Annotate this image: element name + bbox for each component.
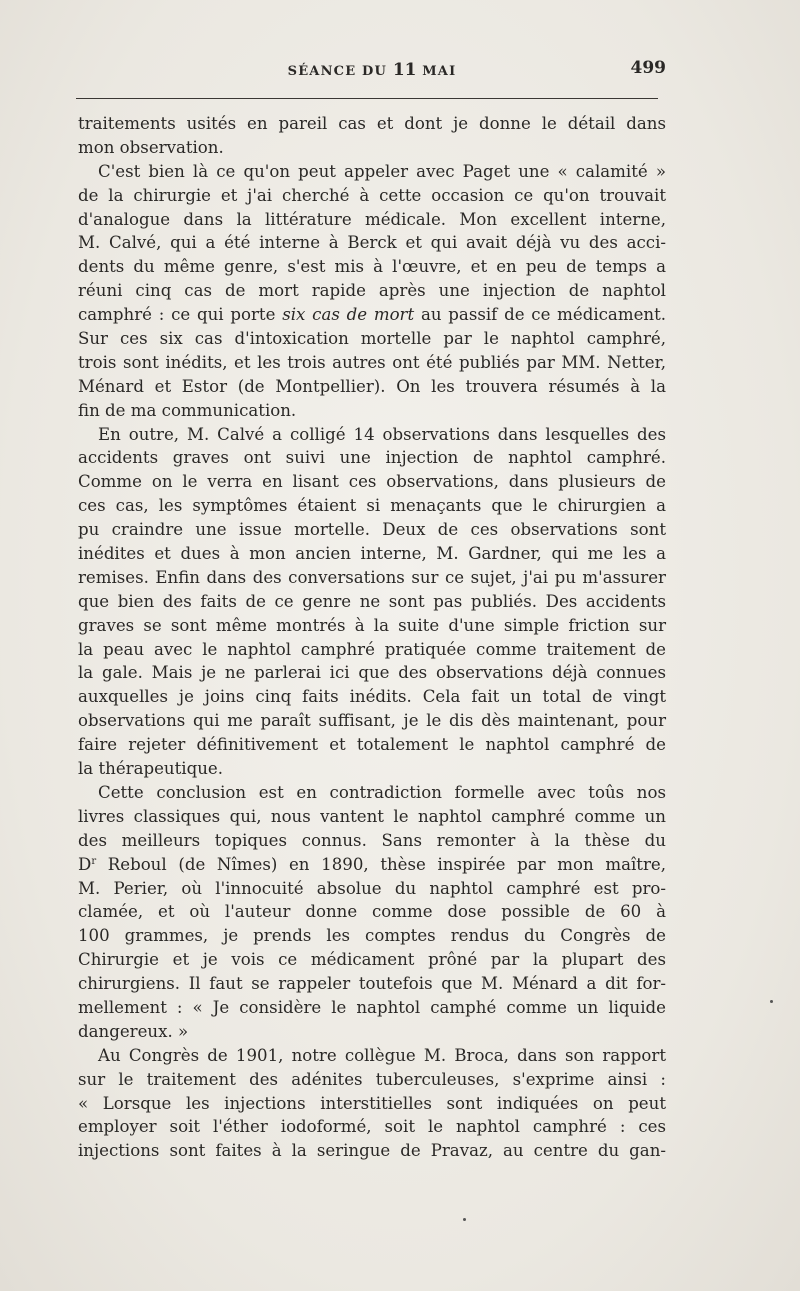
text-line: chirurgiens. Il faut se rappeler toutefois que M. Ménard a dit for-: [78, 974, 666, 994]
text-segment: D: [78, 854, 92, 874]
text-segment: au passif de ce médicament.: [420, 305, 667, 325]
running-head-suffix: MAI: [422, 64, 457, 79]
text-line: dents du même genre, s'est mis à l'œuvre, et en peu de temps a: [78, 257, 666, 277]
text-line: Ménard et Estor (de Montpellier). On les trouvera résumés à la: [78, 376, 666, 396]
text-line: de la chirurgie et j'ai cherché à cette occasion ce qu'on trouvait: [78, 185, 666, 205]
superscript: r: [91, 855, 97, 867]
text-line: graves se sont même montrés à la suite d'une simple friction sur: [78, 615, 666, 635]
print-speck: [770, 1000, 773, 1003]
text-line: faire rejeter définitivement et totalement le naphtol camphré de: [78, 735, 666, 755]
page-header: [78, 58, 666, 86]
text-line: remises. Enfin dans des conversations sur ce sujet, j'ai pu m'assurer: [78, 567, 666, 587]
text-line: dangereux. »: [78, 1021, 189, 1041]
text-line: Au Congrès de 1901, notre collègue M. Broca, dans son rapport: [98, 1045, 666, 1065]
body-text: [78, 112, 666, 1163]
running-head-prefix: SÉANCE DU: [287, 64, 388, 79]
text-line: pu craindre une issue mortelle. Deux de ces observations sont: [78, 520, 666, 540]
page-number: 499: [630, 58, 666, 78]
text-line: clamée, et où l'auteur donne comme dose possible de 60 à: [78, 902, 666, 922]
text-line: des meilleurs topiques connus. Sans remonter à la thèse du: [78, 830, 666, 850]
text-line: réuni cinq cas de mort rapide après une injection de naphtol: [78, 281, 666, 301]
text-line: M. Calvé, qui a été interne à Berck et qui avait déjà vu des acci-: [78, 233, 666, 253]
text-line: Cette conclusion est en contradiction formelle avec toûs nos: [98, 782, 666, 802]
text-line: Comme on le verra en lisant ces observations, dans plusieurs de: [78, 472, 666, 492]
running-head: [78, 60, 666, 80]
text-line: injections sont faites à la seringue de Pravaz, au centre du gan-: [78, 1141, 666, 1161]
text-line: Chirurgie et je vois ce médicament prôné par la plupart des: [78, 950, 666, 970]
header-rule: [76, 98, 658, 99]
text-line: la gale. Mais je ne parlerai ici que des observations déjà connues: [78, 663, 666, 683]
text-line: d'analogue dans la littérature médicale. Mon excellent interne,: [78, 209, 666, 229]
text-line: que bien des faits de ce genre ne sont pas publiés. Des accidents: [78, 591, 666, 611]
text-line: sur le traitement des adénites tuberculeuses, s'exprime ainsi :: [78, 1069, 666, 1089]
text-line: employer soit l'éther iodoformé, soit le naphtol camphré : ces: [78, 1117, 666, 1137]
text-line: la peau avec le naphtol camphré pratiquée comme traitement de: [78, 639, 666, 659]
text-line: mon observation.: [78, 137, 224, 157]
text-line: mellement : « Je considère le naphtol camphé comme un liquide: [78, 997, 666, 1017]
text-line: livres classiques qui, nous vantent le naphtol camphré comme un: [78, 806, 666, 826]
text-line: observations qui me paraît suffisant, je le dis dès maintenant, pour: [78, 711, 666, 731]
text-segment: Reboul (de Nîmes) en 1890, thèse inspirée par mon maître,: [96, 854, 666, 874]
text-line: fin de ma communication.: [78, 400, 297, 420]
text-line: [78, 303, 666, 327]
text-line: la thérapeutique.: [78, 759, 223, 779]
text-line: Sur ces six cas d'intoxication mortelle par le naphtol camphré,: [78, 329, 666, 349]
print-speck: [463, 1218, 466, 1221]
text-line: auxquelles je joins cinq faits inédits. Cela fait un total de vingt: [78, 687, 666, 707]
text-line: inédites et dues à mon ancien interne, M. Gardner, qui me les a: [78, 544, 666, 564]
text-line: M. Perier, où l'innocuité absolue du naphtol camphré est pro-: [78, 878, 666, 898]
text-line: En outre, M. Calvé a colligé 14 observations dans lesquelles des: [98, 424, 666, 444]
text-line: [78, 853, 666, 877]
text-line: « Lorsque les injections interstitielles sont indiquées on peut: [78, 1093, 666, 1113]
text-segment: camphré : ce qui porte: [78, 305, 276, 325]
text-line: traitements usités en pareil cas et dont je donne le détail dans: [78, 114, 666, 133]
text-line: accidents graves ont suivi une injection de naphtol camphré.: [78, 448, 666, 468]
text-line: ces cas, les symptômes étaient si menaçants que le chirurgien a: [78, 496, 666, 516]
text-line: C'est bien là ce qu'on peut appeler avec Paget une « calamité »: [98, 161, 666, 181]
running-head-day: 11: [392, 60, 417, 80]
text-line: trois sont inédits, et les trois autres ont été publiés par MM. Netter,: [78, 352, 666, 372]
text-line: 100 grammes, je prends les comptes rendus du Congrès de: [78, 926, 666, 946]
italic-phrase: six cas de mort: [282, 305, 415, 325]
